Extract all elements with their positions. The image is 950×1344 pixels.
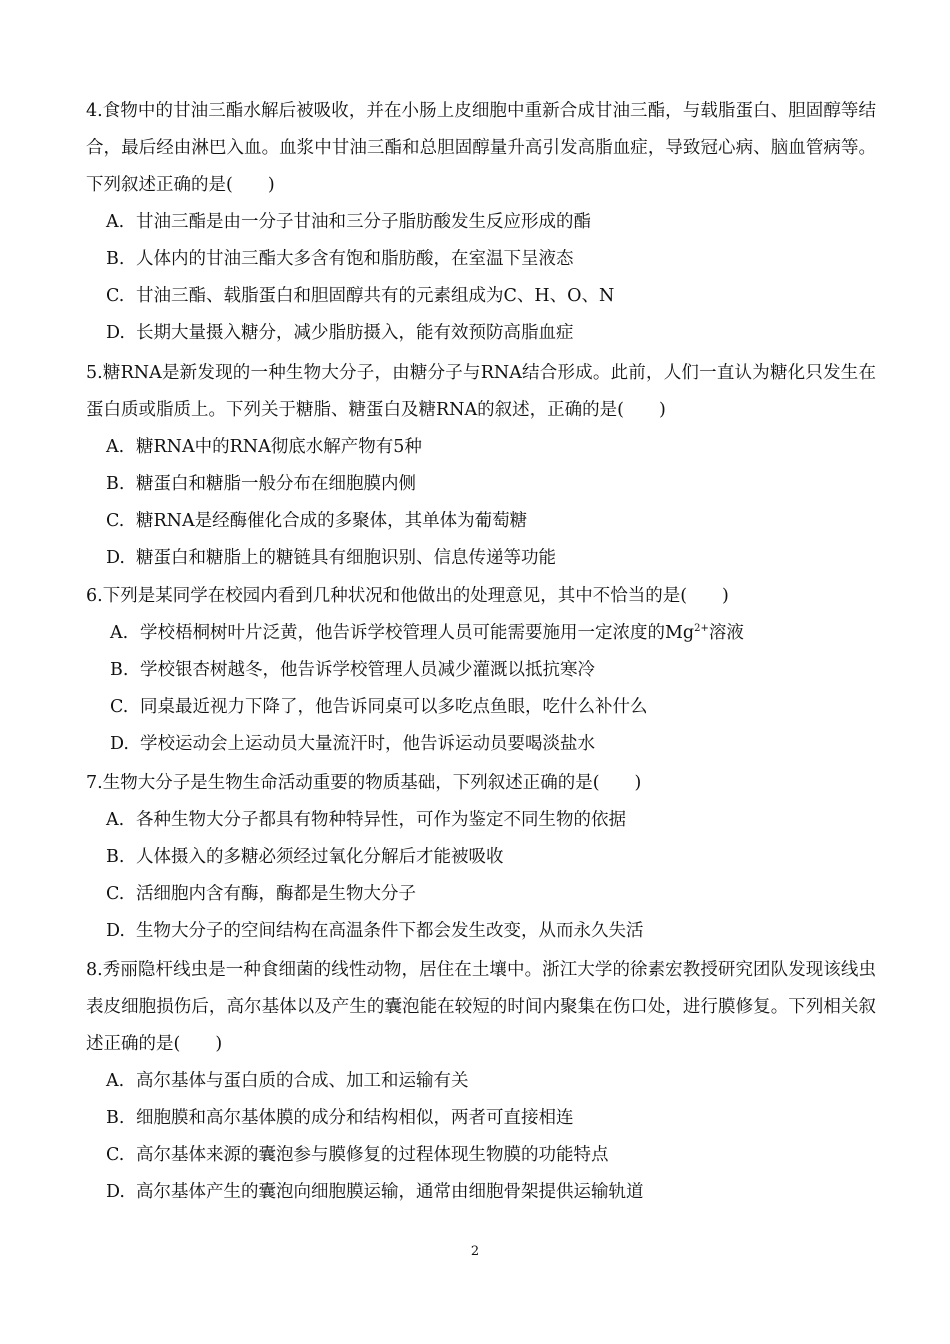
question-7 (86, 765, 876, 950)
option-d: D. 学校运动会上运动员大量流汗时，他告诉运动员要喝淡盐水 (110, 734, 595, 754)
option-a: A. 各种生物大分子都具有物种特异性，可作为鉴定不同生物的依据 (106, 810, 626, 830)
option-d: D. 糖蛋白和糖脂上的糖链具有细胞识别、信息传递等功能 (106, 548, 556, 568)
question-stem: 4.食物中的甘油三酯水解后被吸收，并在小肠上皮细胞中重新合成甘油三酯，与载脂蛋白、胆固醇等结合，最后经由淋巴入血。血浆中甘油三酯和总胆固醇量升高引发高脂血症，导致冠心病、脑血管病等。下列叙述正确的是( ) (86, 101, 876, 195)
option-b: B. 人体摄入的多糖必须经过氧化分解后才能被吸收 (106, 847, 504, 867)
option-a: A. 学校梧桐树叶片泛黄，他告诉学校管理人员可能需要施用一定浓度的$Mg^{2+}$溶液 (110, 623, 744, 643)
option-a: A. 高尔基体与蛋白质的合成、加工和运输有关 (106, 1071, 469, 1091)
option-c: C. 同桌最近视力下降了，他告诉同桌可以多吃点鱼眼，吃什么补什么 (110, 697, 648, 717)
option-b: B. 人体内的甘油三酯大多含有饱和脂肪酸，在室温下呈液态 (106, 249, 574, 269)
option-b: B. 学校银杏树越冬，他告诉学校管理人员减少灌溉以抵抗寒冷 (110, 660, 595, 680)
option-a: A. 糖RNA中的RNA彻底水解产物有5种 (106, 437, 422, 457)
question-8 (86, 952, 876, 1211)
question-5 (86, 355, 876, 577)
option-d: D. 长期大量摄入糖分，减少脂肪摄入，能有效预防高脂血症 (106, 323, 574, 343)
option-c: C. 糖RNA是经酶催化合成的多聚体，其单体为葡萄糖 (106, 511, 528, 531)
option-a: A. 甘油三酯是由一分子甘油和三分子脂肪酸发生反应形成的酯 (106, 212, 591, 232)
question-4 (86, 93, 876, 352)
option-c: C. 活细胞内含有酶，酶都是生物大分子 (106, 884, 416, 904)
page-number: 2 (470, 1244, 480, 1259)
option-d: D. 生物大分子的空间结构在高温条件下都会发生改变，从而永久失活 (106, 921, 644, 941)
question-6 (86, 578, 876, 763)
question-stem: 7.生物大分子是生物生命活动重要的物质基础，下列叙述正确的是( ) (86, 773, 642, 793)
option-c: C. 甘油三酯、载脂蛋白和胆固醇共有的元素组成为C、H、O、N (106, 286, 615, 306)
option-b: B. 糖蛋白和糖脂一般分布在细胞膜内侧 (106, 474, 416, 494)
question-stem: 5.糖RNA是新发现的一种生物大分子，由糖分子与RNA结合形成。此前，人们一直认为糖化只发生在蛋白质或脂质上。下列关于糖脂、糖蛋白及糖RNA的叙述，正确的是( ) (86, 363, 876, 420)
option-d: D. 高尔基体产生的囊泡向细胞膜运输，通常由细胞骨架提供运输轨道 (106, 1182, 644, 1202)
question-stem: 6.下列是某同学在校园内看到几种状况和他做出的处理意见，其中不恰当的是( ) (86, 586, 729, 606)
question-stem: 8.秀丽隐杆线虫是一种食细菌的线性动物，居住在土壤中。浙江大学的徐素宏教授研究团队发现该线虫表皮细胞损伤后，高尔基体以及产生的囊泡能在较短的时间内聚集在伤口处，进行膜修复。下列相关叙述正确的是( ) (86, 960, 876, 1054)
option-b: B. 细胞膜和高尔基体膜的成分和结构相似，两者可直接相连 (106, 1108, 574, 1128)
option-c: C. 高尔基体来源的囊泡参与膜修复的过程体现生物膜的功能特点 (106, 1145, 609, 1165)
